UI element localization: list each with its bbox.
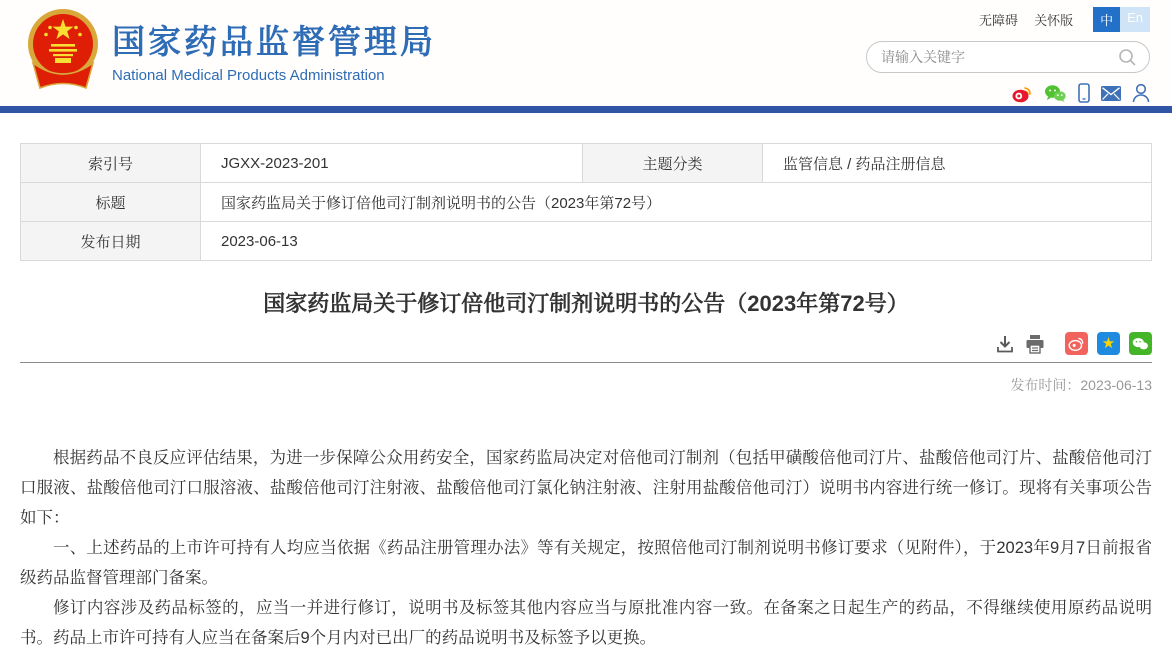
share-wechat-button[interactable] [1129, 332, 1152, 355]
wechat-share-icon [1132, 337, 1149, 351]
index-label: 索引号 [21, 144, 201, 183]
share-weibo-button[interactable] [1065, 332, 1088, 355]
header-right [866, 7, 1150, 103]
article-title: 国家药监局关于修订倍他司汀制剂说明书的公告（2023年第72号） [263, 291, 909, 316]
meta-row-title [21, 183, 1152, 222]
category-value: 监管信息 / 药品注册信息 [763, 144, 1152, 183]
title-value: 国家药监局关于修订倍他司汀制剂说明书的公告（2023年第72号） [201, 183, 1152, 222]
download-button[interactable] [995, 334, 1015, 354]
email-icon[interactable] [1101, 86, 1121, 101]
article-body [20, 443, 1152, 653]
publish-time: 发布时间：2023-06-13 [1010, 377, 1152, 393]
date-label: 发布日期 [21, 222, 201, 261]
category-label: 主题分类 [583, 144, 763, 183]
national-emblem-logo [24, 6, 102, 97]
national-emblem-icon [24, 6, 102, 92]
main-content [0, 143, 1172, 653]
meta-row-index-category [21, 144, 1152, 183]
search-input[interactable] [879, 48, 1118, 66]
meta-row-date [21, 222, 1152, 261]
care-version-link[interactable]: 关怀版 [1034, 13, 1074, 28]
accessibility-link[interactable]: 无障碍 [979, 13, 1019, 28]
index-value: JGXX-2023-201 [201, 144, 583, 183]
site-name-en: National Medical Products Administration [112, 67, 385, 84]
article-paragraph: 修订内容涉及药品标签的，应当一并进行修订，说明书及标签其他内容应当与原批准内容一致。在备案之日起生产的药品，不得继续使用原药品说明书。药品上市许可持有人应当在备案后9个月内对已出厂的药品说明书及标签予以更换。 [20, 599, 1152, 647]
site-header [0, 0, 1172, 106]
wechat-icon[interactable] [1044, 84, 1067, 103]
document-meta-table [20, 143, 1152, 261]
weibo-share-icon [1068, 336, 1085, 351]
site-name-zh: 国家药品监督管理局 [112, 23, 436, 60]
article-tools-row [20, 332, 1152, 363]
download-icon [995, 334, 1015, 354]
language-toggle [1093, 7, 1150, 32]
qzone-star-icon: ★ [1101, 335, 1116, 352]
print-button[interactable] [1024, 334, 1046, 354]
lang-zh-button[interactable]: 中 [1093, 7, 1120, 32]
search-icon[interactable] [1118, 48, 1137, 67]
site-title [112, 16, 436, 84]
social-icon-row [866, 83, 1150, 103]
title-label: 标题 [21, 183, 201, 222]
search-box [866, 41, 1150, 73]
share-qzone-button[interactable] [1097, 332, 1120, 355]
date-value: 2023-06-13 [201, 222, 1152, 261]
print-icon [1024, 334, 1046, 354]
weibo-icon[interactable] [1011, 84, 1033, 103]
mobile-icon[interactable] [1078, 83, 1090, 103]
user-icon[interactable] [1132, 83, 1150, 103]
top-links [866, 7, 1150, 32]
article-paragraph: 根据药品不良反应评估结果，为进一步保障公众用药安全，国家药监局决定对倍他司汀制剂（包括甲磺酸倍他司汀片、盐酸倍他司汀片、盐酸倍他司汀口服液、盐酸倍他司汀口服溶液、盐酸倍他司汀注射液、盐酸倍他司汀氯化钠注射液、注射用盐酸倍他司汀）说明书内容进行统一修订。现将有关事项公告如下： [20, 449, 1152, 527]
lang-en-button[interactable]: En [1120, 7, 1150, 32]
header-divider-bar [0, 106, 1172, 113]
article-paragraph: 一、上述药品的上市许可持有人均应当依据《药品注册管理办法》等有关规定，按照倍他司汀制剂说明书修订要求（见附件），于2023年9月7日前报省级药品监督管理部门备案。 [20, 539, 1152, 587]
